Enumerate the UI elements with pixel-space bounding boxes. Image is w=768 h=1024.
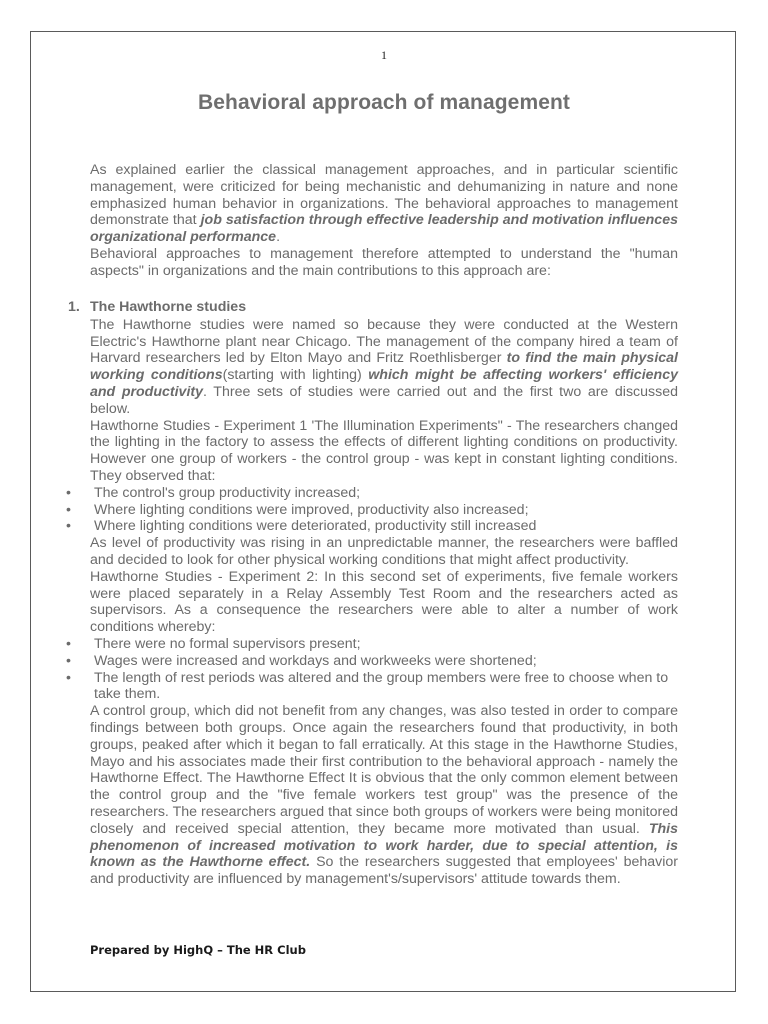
section-heading-text: The Hawthorne studies [90,299,247,315]
intro-section [90,162,678,280]
hawthorne-effect-paragraph: A control group, which did not benefit from any changes, was also tested in order to compare findings between both groups. Once again the researchers found that productivity, in both groups, peaked after which it began to fall erratically. At this stage in the Hawthorne Studies, Mayo and his associates made their first contribution to the behavioral approach - namely the Hawthorne Effect. The Hawthorne Effect It is obvious that the only common element between the control group and the "five female workers test group" was the presence of the researchers. The researchers argued that since both groups of workers were being monitored closely and received special attention, they became more motivated than usual. This phenomenon of increased motivation to work harder, due to special attention, is known as the Hawthorne effect. So the researchers suggested that employees' behavior and productivity are influenced by management's/supervisors' attitude towards them. [90,703,679,888]
experiment-2-conditions [66,635,678,703]
list-item: • Where lighting conditions were deteriorated, productivity still increased [66,518,537,535]
footer-credit: Prepared by HighQ – The HR Club [90,943,306,957]
list-item: • The length of rest periods was altered and the group members were free to choose when to take them. [66,669,669,703]
list-item: • Wages were increased and workdays and workweeks were shortened; [66,652,537,669]
section-heading [68,299,678,316]
intro-emphasis: job satisfaction through effective leadership and motivation influences organizational performance [90,212,678,246]
list-item: • Where lighting conditions were improved, productivity also increased; [66,501,529,518]
intro-paragraph-2: Behavioral approaches to management therefore attempted to understand the "human aspects" in organizations and the main contributions to this approach are: [90,245,678,279]
section-number: 1. [68,299,80,315]
intro-paragraph-1: As explained earlier the classical management approaches, and in particular scientific management, were criticized for being mechanistic and dehumanizing in nature and none emphasized human behavior in organizations. The behavioral approaches to management demonstrate that job satisfaction through effective leadership and motivation influences organizational performance. [90,162,678,246]
page-number: 1 [381,48,387,62]
experiment-2-paragraph: Hawthorne Studies - Experiment 2: In this second set of experiments, five female workers were placed separately in a Relay Assembly Test Room and the researchers acted as supervisors. As a consequence the researchers were able to alter a number of work conditions whereby: [90,568,678,636]
list-item: • The control's group productivity increased; [66,484,361,501]
experiment-1-conclusion: As level of productivity was rising in an unpredictable manner, the researchers were baffled and decided to look for other physical working conditions that might affect productivity. [90,535,678,568]
page-title: Behavioral approach of management [197,91,571,114]
experiment-1-paragraph: Hawthorne Studies - Experiment 1 'The Illumination Experiments" - The researchers changed the lighting in the factory to assess the effects of different lighting conditions on productivity. However one group of workers - the control group - was kept in constant lighting conditions. They observed that: [90,417,678,484]
section-hawthorne-studies [66,299,679,888]
list-item: • There were no formal supervisors present; [66,635,361,652]
experiment-1-observations [66,484,678,535]
hawthorne-paragraph-1: The Hawthorne studies were named so because they were conducted at the Western Electric's Hawthorne plant near Chicago. The management of the company hired a team of Harvard researchers led by Elton Mayo and Fritz Roethlisberger to find the main physical working conditions(starting with lighting) which might be affecting workers' efficiency and productivity. Three sets of studies were carried out and the first two are discussed below. [90,316,678,417]
